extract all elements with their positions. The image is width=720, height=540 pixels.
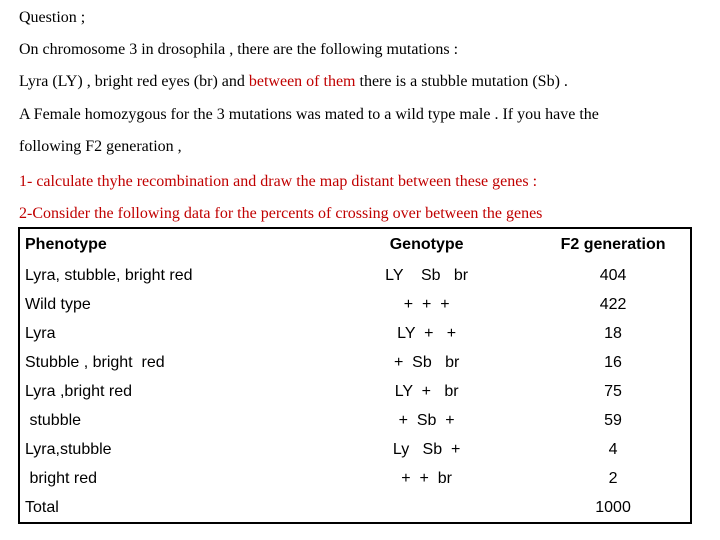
genotype-cell: + + br (401, 469, 452, 487)
mutations-text-end: there is a stubble mutation (Sb) . (355, 73, 568, 90)
count-cell: 422 (599, 295, 627, 313)
phenotype-cell: Stubble , bright red (25, 353, 165, 371)
cross-description: A Female homozygous for the 3 mutations was mated to a wild type male . If you have the (19, 106, 599, 123)
count-cell: 18 (604, 324, 622, 342)
header-phenotype: Phenotype (25, 236, 107, 253)
cross-description-continued: following F2 generation , (19, 138, 182, 155)
header-f2-generation: F2 generation (560, 236, 666, 253)
phenotype-cell: Lyra,stubble (25, 440, 112, 458)
table-row (19, 464, 691, 493)
table-row (19, 261, 691, 290)
f2-data-table (18, 227, 692, 524)
genotype-cell: LY + + (397, 324, 457, 342)
count-cell: 4 (608, 440, 618, 458)
genotype-cell (317, 493, 536, 523)
genotype-cell: LY + br (394, 382, 459, 400)
phenotype-cell: Wild type (25, 295, 91, 313)
count-cell: 404 (599, 266, 627, 284)
table-row (19, 319, 691, 348)
mutations-text-start: Lyra (LY) , bright red eyes (br) and (19, 73, 249, 90)
genotype-cell: + Sb br (393, 353, 460, 371)
table-total-row (19, 493, 691, 523)
question-intro: On chromosome 3 in drosophila , there are the following mutations : (19, 41, 459, 58)
count-cell: 59 (604, 411, 622, 429)
phenotype-cell: bright red (25, 469, 98, 487)
genotype-cell: LY Sb br (385, 266, 469, 284)
total-label: Total (25, 498, 59, 516)
table-header-row (19, 228, 691, 261)
genotype-cell: + + + (403, 295, 450, 313)
table-row (19, 290, 691, 319)
table-row (19, 435, 691, 464)
phenotype-cell: Lyra (25, 324, 56, 342)
task-1: 1- calculate thyhe recombination and draw the map distant between these genes : (19, 173, 538, 190)
table-row (19, 348, 691, 377)
phenotype-cell: stubble (25, 411, 82, 429)
count-cell: 16 (604, 353, 622, 371)
task-2: 2-Consider the following data for the percents of crossing over between the genes (19, 205, 543, 222)
count-cell: 75 (604, 382, 622, 400)
count-cell: 2 (608, 469, 618, 487)
genotype-cell: + Sb + (398, 411, 455, 429)
table-row (19, 377, 691, 406)
question-heading: Question ; (19, 9, 86, 26)
mutations-description (19, 72, 568, 92)
genotype-cell: Ly Sb + (392, 440, 461, 458)
phenotype-cell: Lyra, stubble, bright red (25, 266, 193, 284)
total-count: 1000 (595, 498, 631, 516)
header-genotype: Genotype (389, 236, 464, 253)
highlighted-phrase: between of them (248, 73, 356, 90)
phenotype-cell: Lyra ,bright red (25, 382, 133, 400)
table-row (19, 406, 691, 435)
